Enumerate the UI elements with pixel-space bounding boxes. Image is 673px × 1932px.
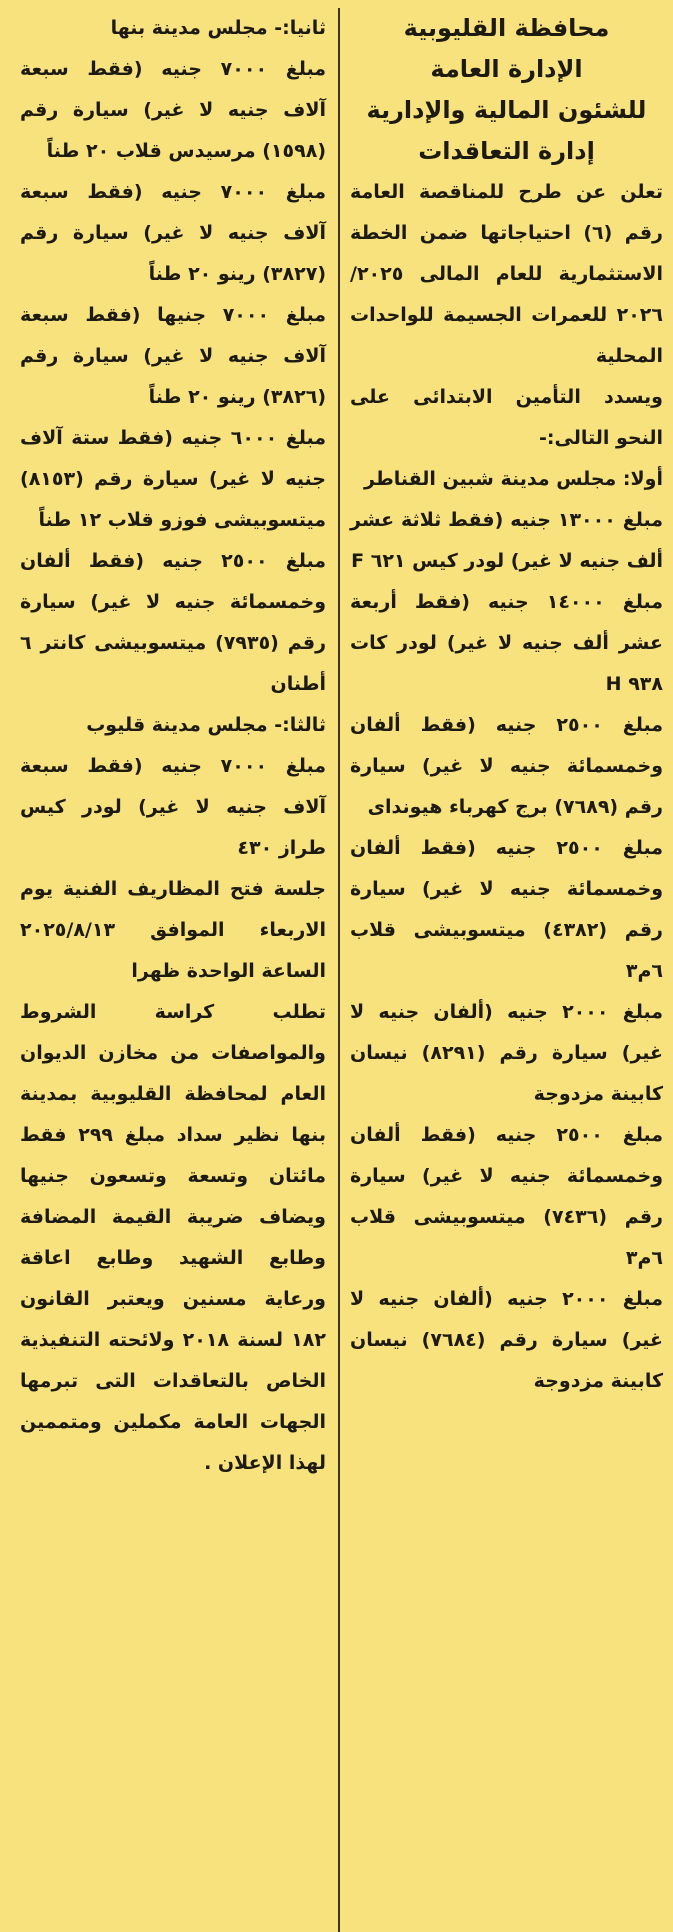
tender-item: مبلغ ٢٥٠٠ جنيه (فقط ألفان وخمسمائة جنيه لا غير) سيارة رقم (٤٣٨٢) ميتسوبيشى قلاب ٦م٣ — [350, 837, 664, 982]
announcement-header — [350, 8, 663, 172]
contracts-title: إدارة التعاقدات — [418, 137, 595, 165]
department-title: للشئون المالية والإدارية — [366, 96, 647, 124]
left-column — [20, 8, 338, 1932]
tender-item: مبلغ ٧٠٠٠ جنيها (فقط سبعة آلاف جنيه لا غير) سيارة رقم (٣٨٢٦) رينو ٢٠ طناً — [20, 304, 326, 408]
tender-item: مبلغ ٧٠٠٠ جنيه (فقط سبعة آلاف جنيه لا غير) سيارة رقم (١٥٩٨) مرسيدس قلاب ٢٠ طناً — [20, 58, 326, 162]
tender-item: مبلغ ٢٥٠٠ جنيه (فقط ألفان وخمسمائة جنيه لا غير) سيارة رقم (٧٩٣٥) ميتسوبيشى كانتر ٦ أطنان — [20, 550, 327, 695]
tender-item: مبلغ ١٣٠٠٠ جنيه (فقط ثلاثة عشر ألف جنيه لا غير) لودر كيس ٦٢١ F — [350, 509, 663, 572]
insurance-note: ويسدد التأمين الابتدائى على النحو التالى:- — [350, 386, 663, 449]
tender-item: مبلغ ٢٥٠٠ جنيه (فقط ألفان وخمسمائة جنيه لا غير) سيارة رقم (٧٤٣٦) ميتسوبيشى قلاب ٦م٣ — [350, 1124, 664, 1269]
section-heading: ثالثا:- مجلس مدينة قليوب — [86, 714, 326, 736]
tender-item: مبلغ ٦٠٠٠ جنيه (فقط ستة آلاف جنيه لا غير) سيارة رقم (٨١٥٣) ميتسوبيشى فوزو قلاب ١٢ طناً — [20, 427, 326, 531]
tender-item: مبلغ ١٤٠٠٠ جنيه (فقط أربعة عشر ألف جنيه لا غير) لودر كات ٩٣٨ H — [350, 591, 663, 695]
tender-intro: تعلن عن طرح للمناقصة العامة رقم (٦) احتياجاتها ضمن الخطة الاستثمارية للعام المالى ٢٠٢٥/ ٢٠٢٦ للعمرات الجسيمة للواحدات المحلية — [350, 181, 663, 367]
tender-item: مبلغ ٢٠٠٠ جنيه (ألفان جنيه لا غير) سيارة رقم (٧٦٨٤) نيسان كابينة مزدوجة — [350, 1288, 664, 1392]
tender-item: مبلغ ٧٠٠٠ جنيه (فقط سبعة آلاف جنيه لا غير) سيارة رقم (٣٨٢٧) رينو ٢٠ طناً — [20, 181, 326, 285]
booklet-terms-note: تطلب كراسة الشروط والمواصفات من مخازن الديوان العام لمحافظة القليوبية بمدينة بنها نظير سداد مبلغ ٢٩٩ فقط مائتان وتسعة وتسعون جنيها ويضاف ضريبة القيمة المضافة وطابع الشهيد وطابع اعاقة ورعاية مسنين ويعتبر القانون ١٨٢ لسنة ٢٠١٨ ولائحته التنفيذية الخاص بالتعاقدات التى تبرمها الجهات العامة مكملين ومتممين لهذا الإعلان . — [20, 1001, 326, 1474]
session-date-note: جلسة فتح المظاريف الفنية يوم الاربعاء الموافق ٢٠٢٥/٨/١٣ الساعة الواحدة ظهرا — [20, 878, 326, 982]
governorate-title: محافظة القليوبية — [403, 14, 610, 42]
tender-item: مبلغ ٧٠٠٠ جنيه (فقط سبعة آلاف جنيه لا غير) لودر كيس طراز ٤٣٠ — [20, 755, 326, 859]
right-column — [338, 8, 663, 1932]
administration-title: الإدارة العامة — [430, 55, 583, 83]
section-heading: أولا: مجلس مدينة شبين القناطر — [364, 468, 663, 490]
section-heading: ثانيا:- مجلس مدينة بنها — [110, 17, 326, 39]
tender-item: مبلغ ٢٥٠٠ جنيه (فقط ألفان وخمسمائة جنيه لا غير) سيارة رقم (٧٦٨٩) برج كهرباء هيونداى — [350, 714, 664, 818]
tender-item: مبلغ ٢٠٠٠ جنيه (ألفان جنيه لا غير) سيارة رقم (٨٢٩١) نيسان كابينة مزدوجة — [350, 1001, 664, 1105]
